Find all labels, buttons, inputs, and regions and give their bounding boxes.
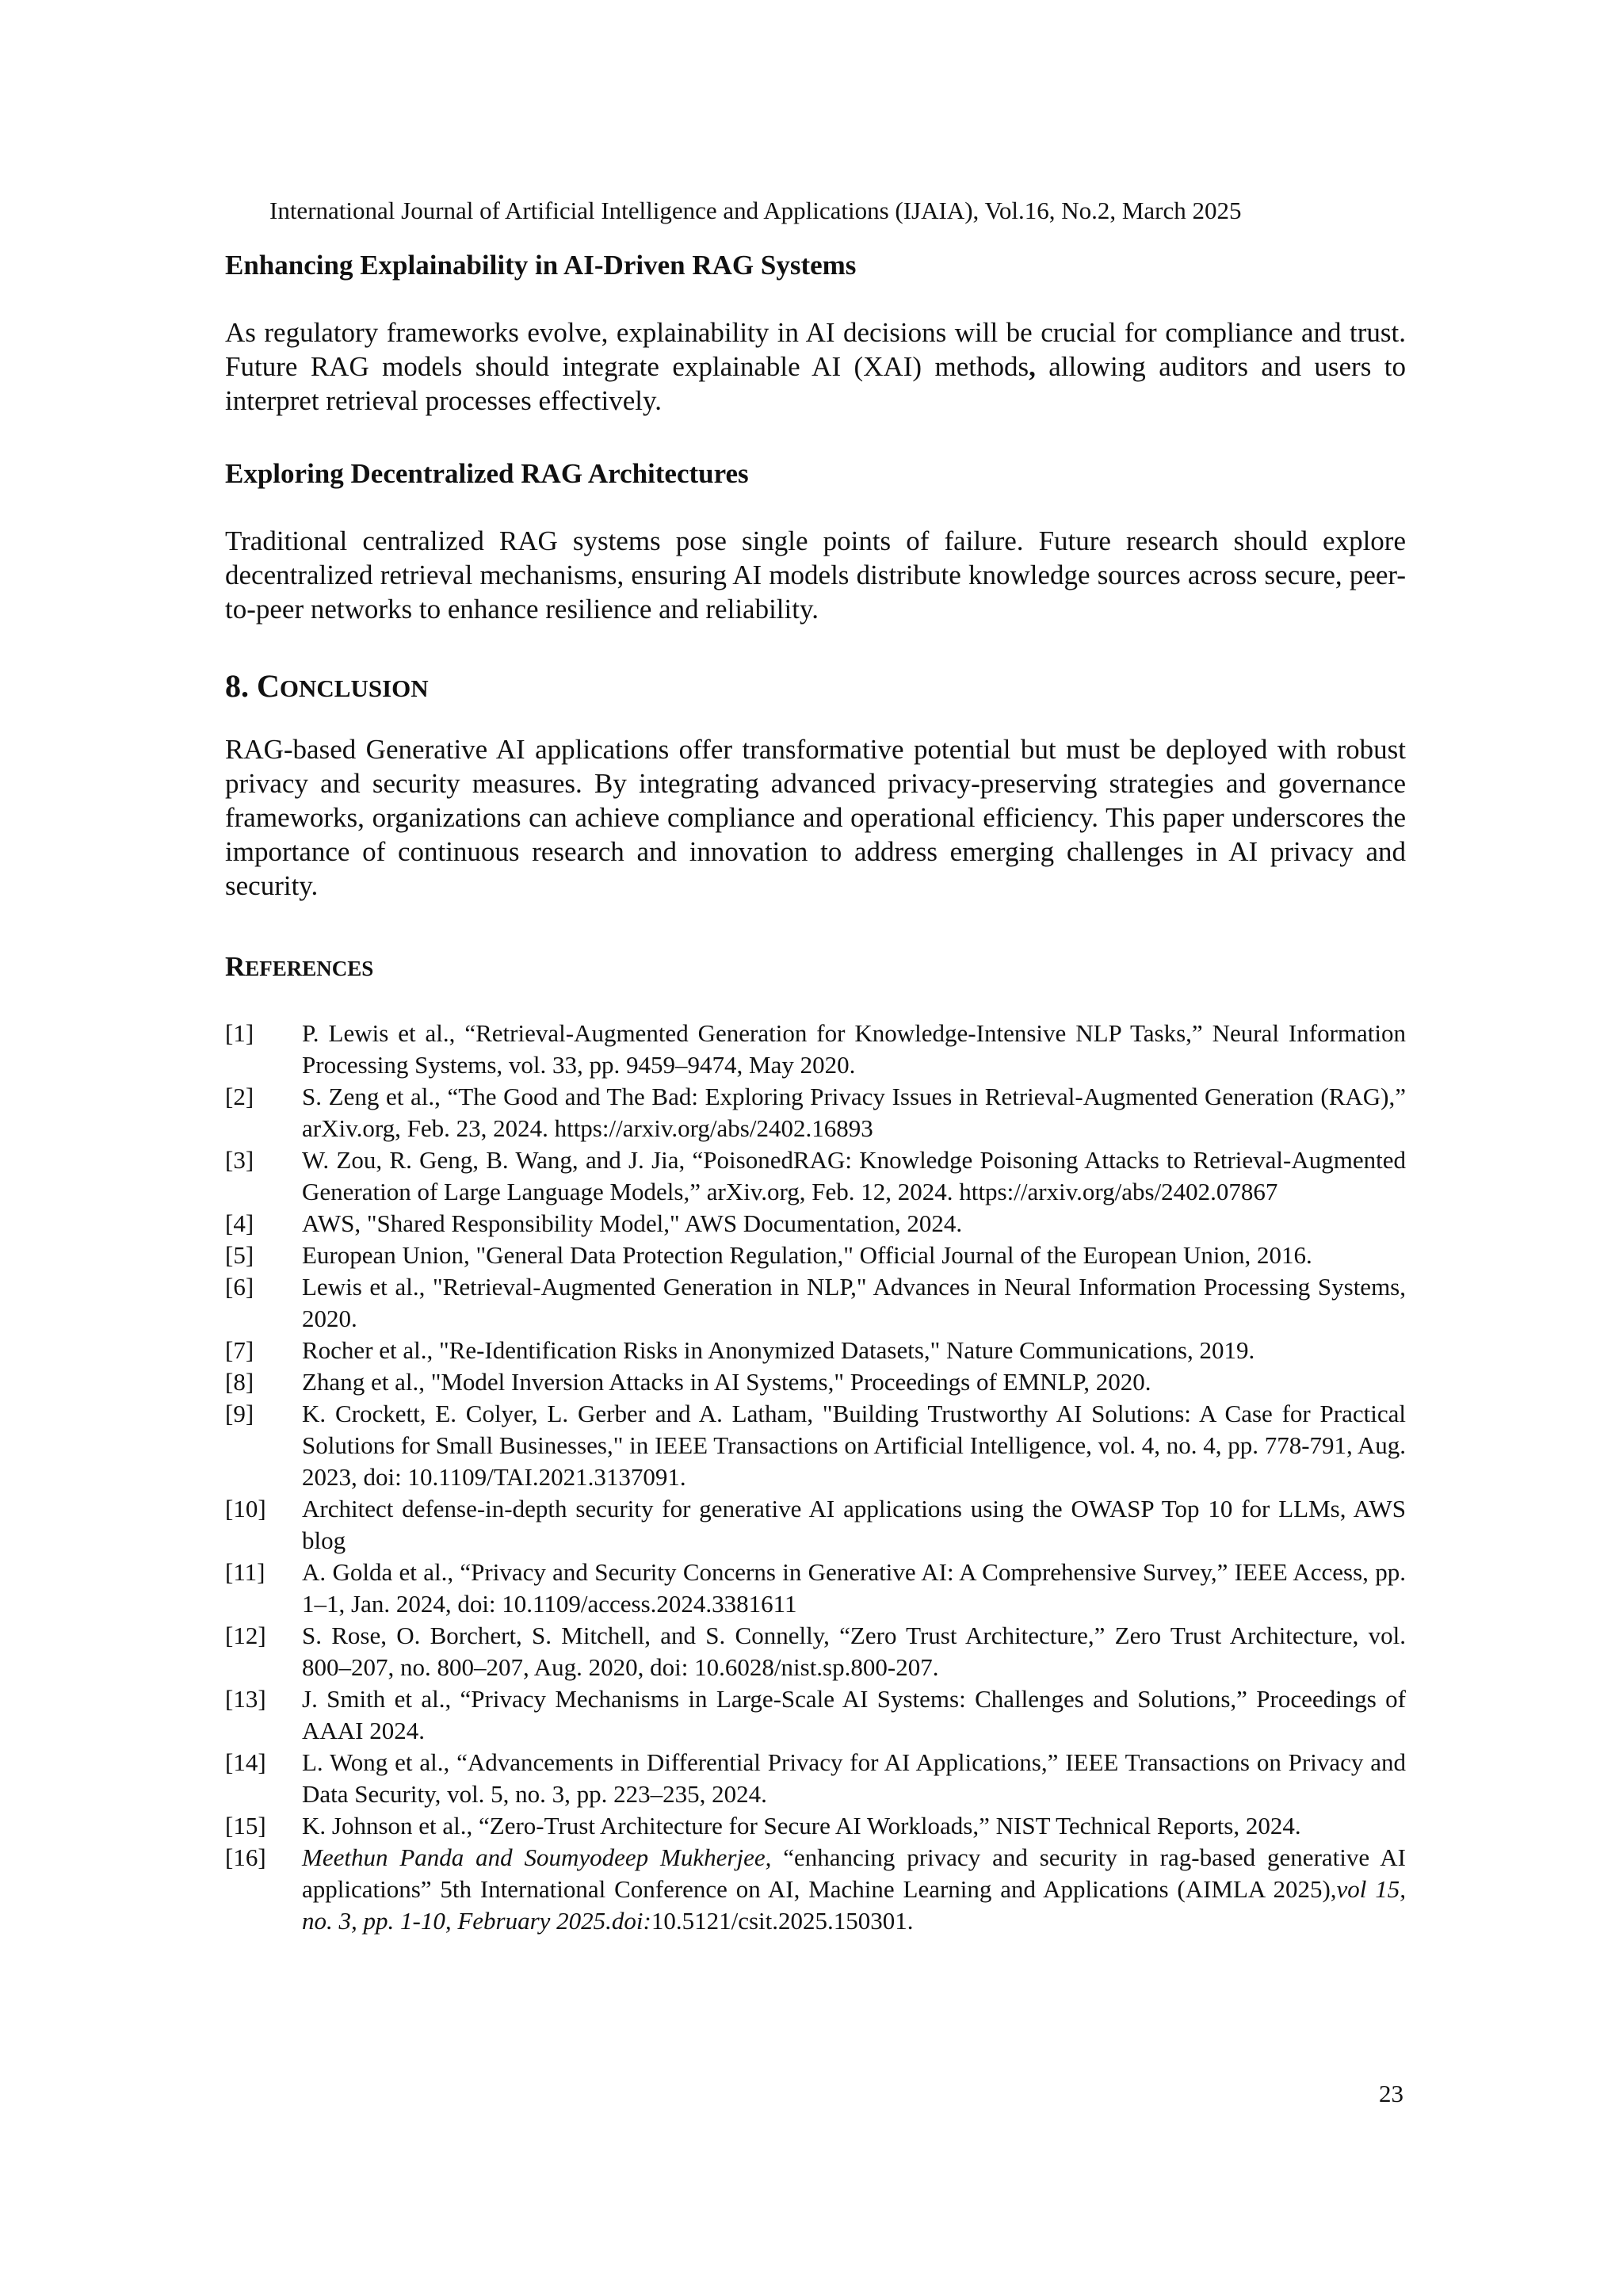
- paragraph-conclusion: RAG-based Generative AI applications offer transformative potential but must be deployed with robust privacy and security measures. By integrating advanced privacy-preserving strategies and governance frameworks, organizations can achieve compliance and operational efficiency. This paper underscores the importance of continuous research and innovation to address emerging challenges in AI privacy and security.: [225, 734, 1406, 901]
- reference-text: Lewis et al., "Retrieval-Augmented Generation in NLP," Advances in Neural Information Processing Systems, 2020.: [302, 1273, 1406, 1332]
- running-header: International Journal of Artificial Intelligence and Applications (IJAIA), Vol.16, No.2, March 2025: [269, 197, 1242, 224]
- reference-number: [14]: [225, 1748, 266, 1776]
- reference-number: [15]: [225, 1812, 266, 1839]
- subsection-heading-decentralized: Exploring Decentralized RAG Architectures: [225, 458, 749, 489]
- reference-item: [225, 1398, 1406, 1493]
- reference-number: [5]: [225, 1241, 254, 1269]
- section-conclusion: [225, 667, 1406, 903]
- reference-text: S. Zeng et al., “The Good and The Bad: Exploring Privacy Issues in Retrieval-Augmented Generation (RAG),” arXiv.org, Feb. 23, 2024. https://arxiv.org/abs/2402.16893: [302, 1083, 1406, 1142]
- reference-doi: 10.5121/csit.2025.150301.: [651, 1907, 914, 1935]
- reference-text: Zhang et al., "Model Inversion Attacks in AI Systems," Proceedings of EMNLP, 2020.: [302, 1368, 1151, 1396]
- reference-text: European Union, "General Data Protection Regulation," Official Journal of the European Union, 2016.: [302, 1241, 1312, 1269]
- reference-text: K. Crockett, E. Colyer, L. Gerber and A. Latham, "Building Trustworthy AI Solutions: A Case for Practical Solutions for Small Businesses," in IEEE Transactions on Artificial Intelligence, vol. 4, no. 4, pp. 778-791, Aug. 2023, doi: 10.1109/TAI.2021.3137091.: [302, 1400, 1406, 1491]
- reference-item: [225, 1366, 1406, 1398]
- reference-item: [225, 1493, 1406, 1557]
- reference-number: [11]: [225, 1558, 265, 1586]
- reference-item: [225, 1144, 1406, 1208]
- reference-number: [2]: [225, 1083, 254, 1110]
- references-heading: [225, 951, 1406, 983]
- reference-number: [13]: [225, 1685, 266, 1713]
- reference-text: A. Golda et al., “Privacy and Security Concerns in Generative AI: A Comprehensive Survey,” IEEE Access, pp. 1–1, Jan. 2024, doi: 10.1109/access.2024.3381611: [302, 1558, 1406, 1618]
- reference-text: [302, 1842, 1406, 1937]
- reference-item: [225, 1747, 1406, 1810]
- reference-number: [7]: [225, 1336, 254, 1364]
- subsection-heading-xai: Enhancing Explainability in AI-Driven RAG Systems: [225, 250, 857, 281]
- section-title-rest: ONCLUSION: [279, 674, 429, 702]
- reference-authors-italic: Meethun Panda and Soumyodeep Mukherjee,: [302, 1843, 772, 1871]
- reference-text: K. Johnson et al., “Zero-Trust Architecture for Secure AI Workloads,” NIST Technical Reports, 2024.: [302, 1812, 1301, 1839]
- paragraph-xai-text-b: allowing auditors and users to interpret retrieval processes effectively.: [225, 351, 1406, 416]
- reference-item-16: [225, 1842, 1406, 1937]
- reference-item: [225, 1018, 1406, 1081]
- reference-number: [4]: [225, 1209, 254, 1237]
- reference-number: [3]: [225, 1146, 254, 1174]
- reference-text: W. Zou, R. Geng, B. Wang, and J. Jia, “PoisonedRAG: Knowledge Poisoning Attacks to Retrieval-Augmented Generation of Large Language Models,” arXiv.org, Feb. 12, 2024. https://arxiv.org/abs/2402.07867: [302, 1146, 1406, 1205]
- section-decentralized: [225, 457, 1406, 626]
- reference-item: [225, 1271, 1406, 1335]
- reference-number: [8]: [225, 1368, 254, 1396]
- references-title-initial: R: [225, 951, 246, 982]
- references-title-rest: EFERENCES: [245, 957, 374, 980]
- reference-text: J. Smith et al., “Privacy Mechanisms in Large-Scale AI Systems: Challenges and Solutions,” Proceedings of AAAI 2024.: [302, 1685, 1406, 1744]
- reference-list: [225, 1018, 1406, 1937]
- reference-number: [9]: [225, 1400, 254, 1427]
- reference-text: AWS, "Shared Responsibility Model," AWS Documentation, 2024.: [302, 1209, 963, 1237]
- reference-number: [16]: [225, 1843, 266, 1871]
- reference-item: [225, 1557, 1406, 1620]
- reference-number: [6]: [225, 1273, 254, 1301]
- paragraph-xai: [225, 315, 1406, 418]
- reference-item: [225, 1810, 1406, 1842]
- section-title-conclusion: [225, 667, 1406, 705]
- section-title-initial: C: [257, 668, 280, 704]
- reference-item: [225, 1335, 1406, 1366]
- references-heading-block: [225, 951, 1406, 983]
- paragraph-xai-bold-comma: ,: [1029, 351, 1036, 382]
- reference-item: [225, 1240, 1406, 1271]
- section-xai: [225, 249, 1406, 418]
- paragraph-decentralized: Traditional centralized RAG systems pose single points of failure. Future research should explore decentralized retrieval mechanisms, ensuring AI models distribute knowledge sources across secure, peer-to-peer networks to enhance resilience and reliability.: [225, 525, 1406, 625]
- reference-volume-italic: vol 15, no. 3, pp. 1-10, February 2025.doi:: [302, 1875, 1406, 1935]
- reference-text: Architect defense-in-depth security for generative AI applications using the OWASP Top 10 for LLMs, AWS blog: [302, 1495, 1406, 1554]
- reference-text: P. Lewis et al., “Retrieval-Augmented Generation for Knowledge-Intensive NLP Tasks,” Neural Information Processing Systems, vol. 33, pp. 9459–9474, May 2020.: [302, 1019, 1406, 1079]
- reference-item: [225, 1081, 1406, 1144]
- reference-text: S. Rose, O. Borchert, S. Mitchell, and S. Connelly, “Zero Trust Architecture,” Zero Trust Architecture, vol. 800–207, no. 800–207, Aug. 2020, doi: 10.6028/nist.sp.800-207.: [302, 1622, 1406, 1681]
- reference-item: [225, 1620, 1406, 1683]
- reference-text: L. Wong et al., “Advancements in Differential Privacy for AI Applications,” IEEE Transactions on Privacy and Data Security, vol. 5, no. 3, pp. 223–235, 2024.: [302, 1748, 1406, 1808]
- reference-title-venue: “enhancing privacy and security in rag-based generative AI applications” 5th International Conference on AI, Machine Learning and Applications (AIMLA 2025),: [302, 1843, 1407, 1903]
- section-number: 8.: [225, 668, 257, 704]
- reference-number: [1]: [225, 1019, 254, 1047]
- reference-number: [12]: [225, 1622, 266, 1649]
- page-number: 23: [1379, 2080, 1403, 2107]
- reference-number: [10]: [225, 1495, 266, 1522]
- reference-text: Rocher et al., "Re-Identification Risks in Anonymized Datasets," Nature Communications, 2019.: [302, 1336, 1255, 1364]
- paragraph-xai-text-a: As regulatory frameworks evolve, explainability in AI decisions will be crucial for compliance and trust. Future RAG models should integrate explainable AI (XAI) methods: [225, 317, 1406, 382]
- reference-item: [225, 1208, 1406, 1240]
- reference-item: [225, 1683, 1406, 1747]
